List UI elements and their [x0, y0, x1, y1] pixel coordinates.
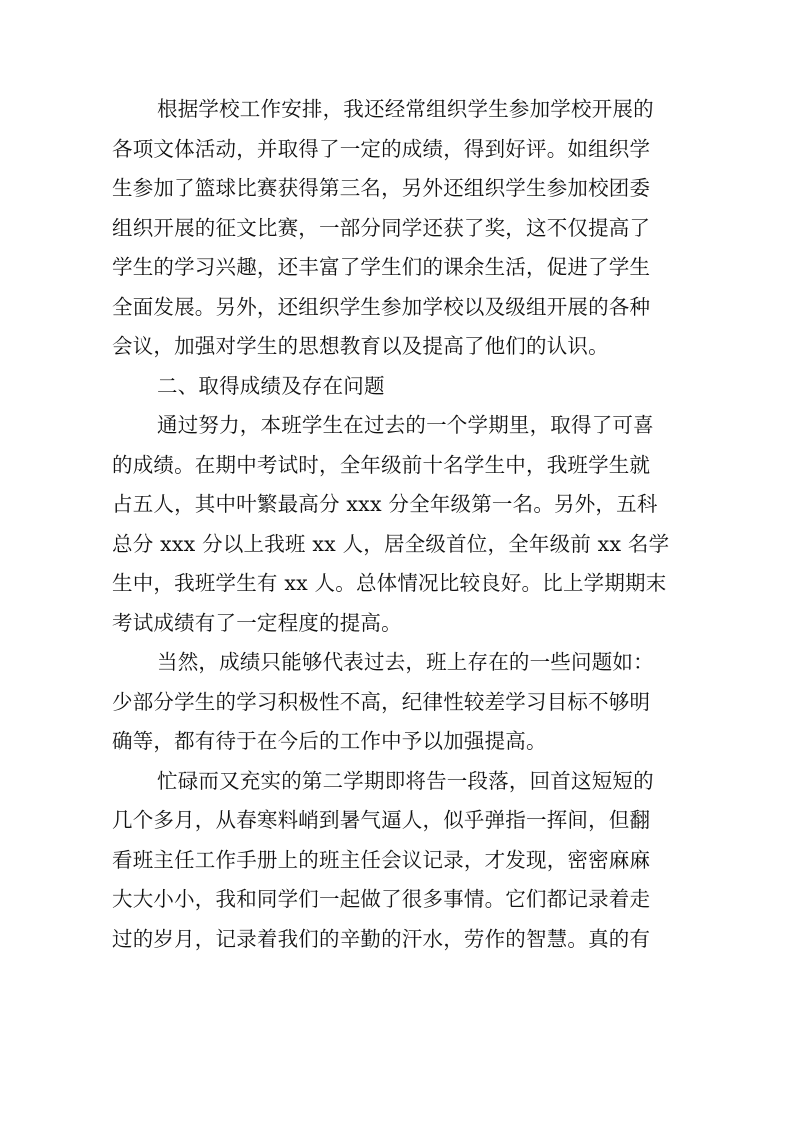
paragraph-line: 生中，我班学生有 xx 人。总体情况比较良好。比上学期期末 [112, 571, 667, 595]
paragraph-line: 通过努力，本班学生在过去的一个学期里，取得了可喜 [157, 413, 654, 437]
paragraph-line: 看班主任工作手册上的班主任会议记录，才发现，密密麻麻 [112, 847, 651, 872]
paragraph-line: 当然，成绩只能够代表过去，班上存在的一些问题如： [157, 650, 654, 674]
paragraph-line: 考试成绩有了一定程度的提高。 [112, 610, 402, 635]
section-heading-text: 二、取得成绩及存在问题 [157, 373, 385, 398]
paragraph-line: 根据学校工作安排，我还经常组织学生参加学校开展的 [157, 97, 654, 121]
paragraph-line: 少部分学生的学习积极性不高，纪律性较差学习目标不够明 [112, 689, 651, 714]
paragraph-line: 过的岁月，记录着我们的辛勤的汗水，劳作的智慧。真的有 [112, 926, 651, 951]
paragraph-line: 总分 xxx 分以上我班 xx 人，居全级首位，全年级前 xx 名学 [112, 531, 670, 556]
document-body [112, 90, 672, 959]
paragraph-line: 忙碌而又充实的第二学期即将告一段落，回首这短短的 [157, 768, 654, 793]
paragraph-line: 各项文体活动，并取得了一定的成绩，得到好评。如组织学 [112, 136, 651, 161]
paragraph-reflection [112, 762, 672, 960]
paragraph-achievements [112, 406, 672, 643]
paragraph-line: 会议，加强对学生的思想教育以及提高了他们的认识。 [112, 334, 609, 358]
paragraph-line: 全面发展。另外，还组织学生参加学校以及级组开展的各种 [112, 294, 651, 319]
section-heading [112, 367, 672, 407]
paragraph-line: 组织开展的征文比赛，一部分同学还获了奖，这不仅提高了 [112, 215, 651, 240]
paragraph-line: 学生的学习兴趣，还丰富了学生们的课余生活，促进了学生 [112, 255, 651, 279]
paragraph-activities [112, 90, 672, 367]
paragraph-line: 大大小小，我和同学们一起做了很多事情。它们都记录着走 [112, 887, 651, 911]
paragraph-line: 几个多月，从春寒料峭到暑气逼人，似乎弹指一挥间，但翻 [112, 808, 651, 832]
paragraph-problems [112, 643, 672, 762]
paragraph-line: 确等，都有待于在今后的工作中予以加强提高。 [112, 729, 547, 753]
paragraph-line: 占五人，其中叶繁最高分 xxx 分全年级第一名。另外，五科 [112, 492, 658, 516]
paragraph-line: 的成绩。在期中考试时，全年级前十名学生中，我班学生就 [112, 452, 651, 477]
paragraph-line: 生参加了篮球比赛获得第三名，另外还组织学生参加校团委 [112, 176, 651, 200]
